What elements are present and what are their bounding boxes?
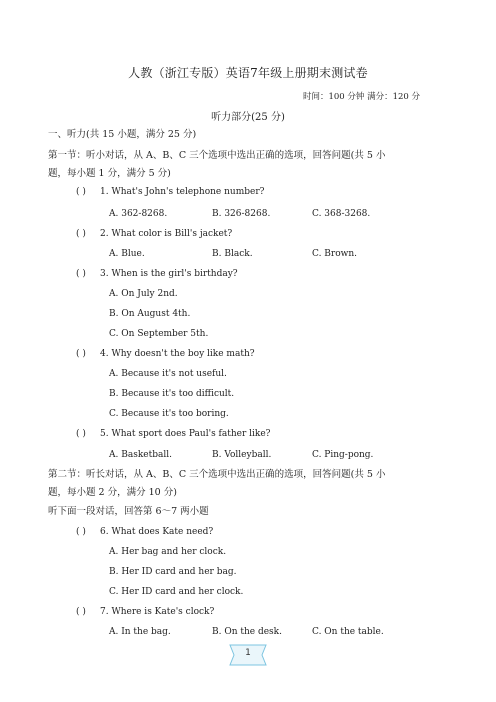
section-title: 听力部分(25 分) — [211, 112, 285, 123]
q1-option-c: C. 368-3268. — [312, 209, 371, 219]
q7-option-b: B. On the desk. — [212, 627, 282, 637]
question-1-stem: 1. What's John's telephone number? — [100, 187, 265, 197]
answer-blank[interactable]: ( ) — [76, 527, 86, 537]
q3-option-c: C. On September 5th. — [109, 329, 209, 339]
question-4-stem: 4. Why doesn't the boy like math? — [100, 349, 255, 359]
question-5-stem: 5. What sport does Paul's father like? — [100, 429, 271, 439]
q1-option-b: B. 326-8268. — [212, 209, 271, 219]
answer-blank[interactable]: ( ) — [76, 229, 86, 239]
q4-option-b: B. Because it's too difficult. — [109, 389, 235, 399]
q5-option-a: A. Basketball. — [109, 450, 172, 460]
q6-option-b: B. Her ID card and her bag. — [109, 567, 237, 577]
answer-blank[interactable]: ( ) — [76, 349, 86, 359]
q6-option-c: C. Her ID card and her clock. — [109, 587, 244, 597]
page-number-badge — [228, 643, 268, 667]
exam-title: 人教（浙江专版）英语7年级上册期末测试卷 — [128, 66, 368, 80]
q2-option-c: C. Brown. — [312, 249, 357, 259]
q5-option-c: C. Ping-pong. — [312, 450, 374, 460]
question-2-stem: 2. What color is Bill's jacket? — [100, 229, 233, 239]
sec2-instruction-line2: 题，每小题 2 分，满分 10 分) — [48, 487, 177, 498]
q3-option-a: A. On July 2nd. — [109, 289, 178, 299]
q2-option-a: A. Blue. — [109, 249, 145, 259]
q7-option-a: A. In the bag. — [109, 627, 171, 637]
q2-option-b: B. Black. — [212, 249, 253, 259]
dialog-intro: 听下面一段对话，回答第 6～7 两小题 — [48, 506, 209, 517]
sec2-instruction-line1: 第二节：听长对话，从 A、B、C 三个选项中选出正确的选项，回答问题(共 5 小 — [48, 469, 386, 480]
answer-blank[interactable]: ( ) — [76, 607, 86, 617]
q3-option-b: B. On August 4th. — [109, 309, 191, 319]
q4-option-a: A. Because it's not useful. — [109, 369, 227, 379]
answer-blank[interactable]: ( ) — [76, 429, 86, 439]
part1-heading: 一、听力(共 15 小题，满分 25 分) — [48, 129, 197, 140]
q4-option-c: C. Because it's too boring. — [109, 409, 229, 419]
answer-blank[interactable]: ( ) — [76, 269, 86, 279]
exam-meta: 时间：100 分钟 满分：120 分 — [302, 92, 420, 102]
question-7-stem: 7. Where is Kate's clock? — [100, 607, 215, 617]
q5-option-b: B. Volleyball. — [212, 450, 272, 460]
question-3-stem: 3. When is the girl's birthday? — [100, 269, 238, 279]
q1-option-a: A. 362-8268. — [109, 209, 168, 219]
q7-option-c: C. On the table. — [312, 627, 384, 637]
sec1-instruction-line1: 第一节：听小对话，从 A、B、C 三个选项中选出正确的选项，回答问题(共 5 小 — [48, 150, 386, 161]
q6-option-a: A. Her bag and her clock. — [109, 547, 227, 557]
question-6-stem: 6. What does Kate need? — [100, 527, 214, 537]
sec1-instruction-line2: 题，每小题 1 分，满分 5 分) — [48, 168, 171, 179]
answer-blank[interactable]: ( ) — [76, 187, 86, 197]
page-number: 1 — [245, 648, 251, 658]
